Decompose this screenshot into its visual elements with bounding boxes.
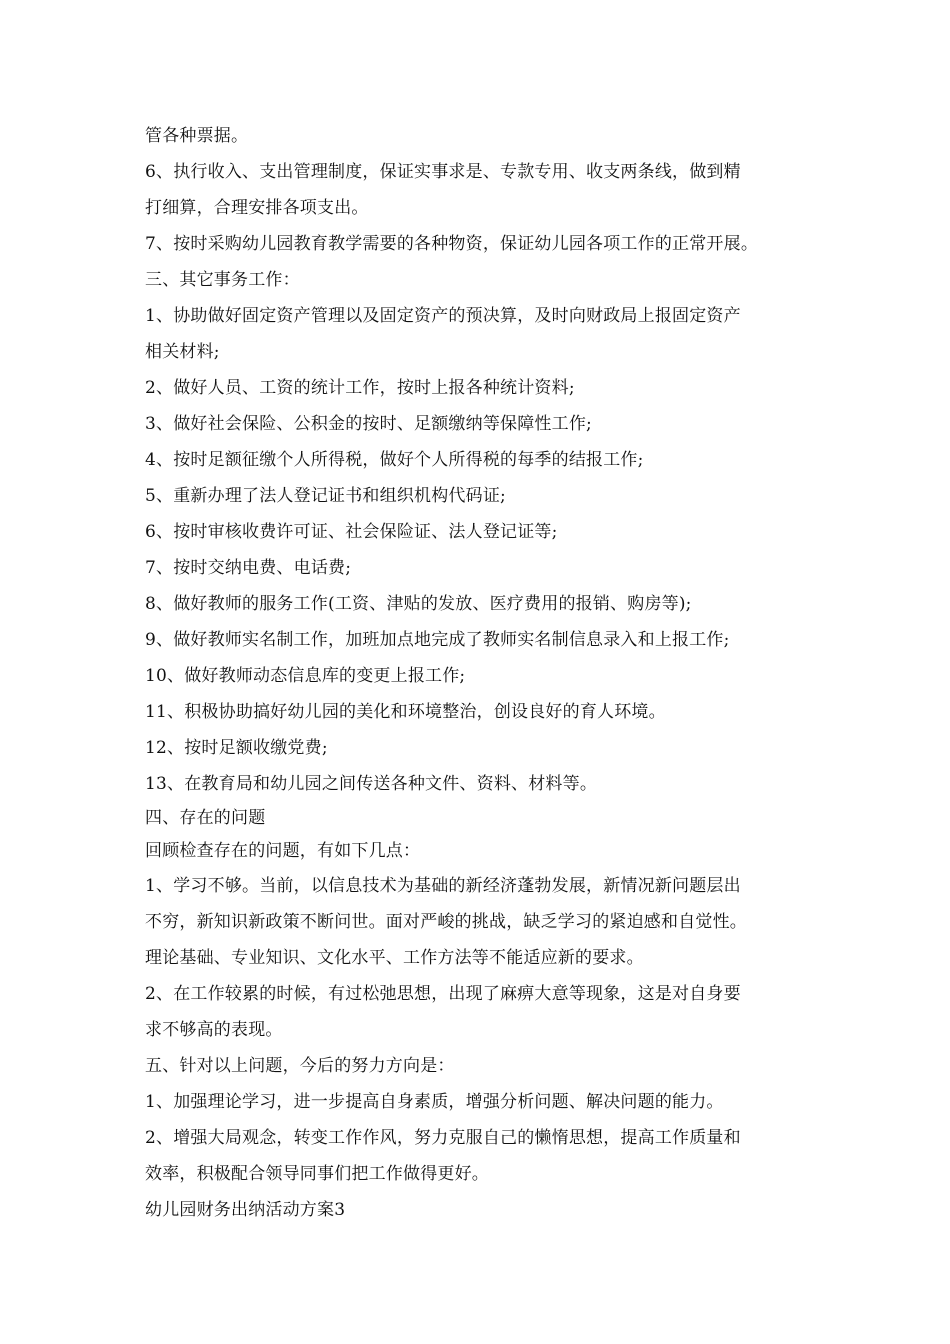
text-line: 7、按时交纳电费、电话费; [145,558,352,578]
text-line: 2、在工作较累的时候，有过松弛思想，出现了麻痹大意等现象，这是对自身要 [145,984,741,1004]
text-line: 1、协助做好固定资产管理以及固定资产的预决算，及时向财政局上报固定资产 [145,306,741,326]
text-line: 回顾检查存在的问题，有如下几点： [145,841,421,861]
text-line: 12、按时足额收缴党费; [145,738,328,758]
text-line: 理论基础、专业知识、文化水平、工作方法等不能适应新的要求。 [145,948,644,968]
text-line: 2、增强大局观念，转变工作作风，努力克服自己的懒惰思想，提高工作质量和 [145,1128,741,1148]
text-line: 9、做好教师实名制工作，加班加点地完成了教师实名制信息录入和上报工作; [145,630,730,650]
text-line: 6、执行收入、支出管理制度，保证实事求是、专款专用、收支两条线，做到精 [145,162,741,182]
text-line: 4、按时足额征缴个人所得税，做好个人所得税的每季的结报工作; [145,450,644,470]
text-line: 5、重新办理了法人登记证书和组织机构代码证; [145,486,506,506]
text-line: 打细算，合理安排各项支出。 [145,198,369,218]
text-line: 11、积极协助搞好幼儿园的美化和环境整治，创设良好的育人环境。 [145,702,666,722]
section-heading: 五、针对以上问题，今后的努力方向是： [145,1056,455,1076]
document-title: 幼儿园财务出纳活动方案3 [145,1200,346,1220]
document-body [145,118,825,1228]
text-line: 效率，积极配合领导同事们把工作做得更好。 [145,1164,489,1184]
text-line: 6、按时审核收费许可证、社会保险证、法人登记证等; [145,522,558,542]
text-line: 8、做好教师的服务工作(工资、津贴的发放、医疗费用的报销、购房等); [145,594,692,614]
section-heading: 四、存在的问题 [145,808,266,828]
text-line: 2、做好人员、工资的统计工作，按时上报各种统计资料; [145,378,575,398]
text-line: 1、加强理论学习，进一步提高自身素质，增强分析问题、解决问题的能力。 [145,1092,724,1112]
text-line: 相关材料; [145,342,220,362]
text-line: 求不够高的表现。 [145,1020,283,1040]
text-line: 13、在教育局和幼儿园之间传送各种文件、资料、材料等。 [145,774,598,794]
text-line: 3、做好社会保险、公积金的按时、足额缴纳等保障性工作; [145,414,592,434]
text-line: 管各种票据。 [145,126,249,146]
text-line: 不穷，新知识新政策不断问世。面对严峻的挑战，缺乏学习的紧迫感和自觉性。 [145,912,747,932]
section-heading: 三、其它事务工作： [145,270,300,290]
text-line: 10、做好教师动态信息库的变更上报工作; [145,666,466,686]
text-line: 1、学习不够。当前，以信息技术为基础的新经济蓬勃发展，新情况新问题层出 [145,876,741,896]
text-line: 7、按时采购幼儿园教育教学需要的各种物资，保证幼儿园各项工作的正常开展。 [145,234,759,254]
